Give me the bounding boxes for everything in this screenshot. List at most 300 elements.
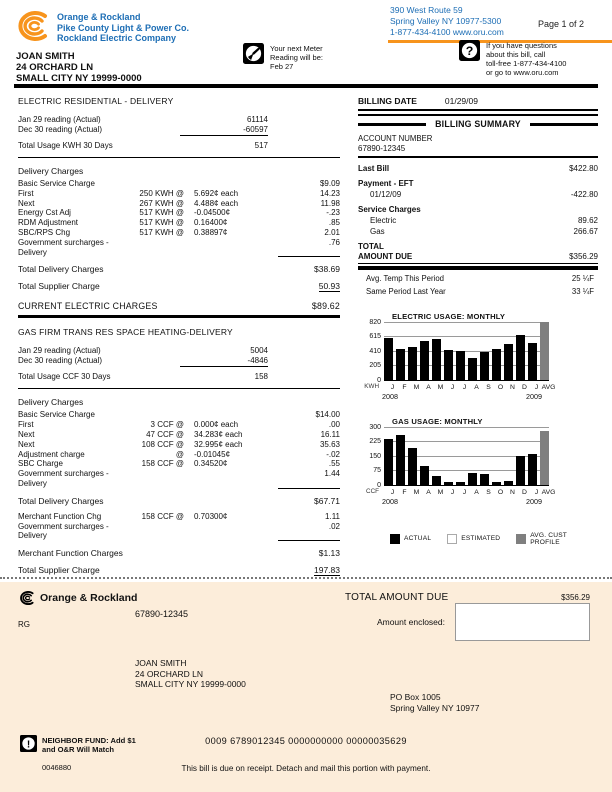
chart-title: ELECTRIC USAGE: MONTHLY	[392, 311, 506, 321]
amount-due-value: $356.29	[569, 252, 598, 261]
form-code: 0046880	[42, 763, 72, 772]
amount-enclosed-box[interactable]	[455, 603, 590, 641]
meter-reading-row	[18, 115, 340, 125]
x-tick-label: A	[474, 488, 479, 496]
remit-address	[390, 692, 479, 714]
chart-x-axis	[388, 489, 598, 496]
stub-brand	[18, 590, 137, 606]
legend-item	[516, 532, 598, 546]
electric-charge-items	[18, 179, 340, 257]
amount-due-label: AMOUNT DUE	[358, 252, 413, 261]
total-label: Total Supplier Charge	[18, 565, 100, 576]
meter-reading-row	[18, 356, 340, 367]
section-total-amount: $89.62	[311, 301, 340, 312]
payment-amount: -422.80	[570, 190, 598, 199]
svg-text:?: ?	[465, 43, 474, 58]
charge-row	[18, 459, 340, 469]
stub-customer-city: SMALL CITY NY 19999-0000	[135, 679, 246, 689]
usage-bar	[480, 474, 489, 485]
x-tick-label: AVG	[541, 488, 556, 496]
remit-line: Spring Valley NY 10977	[390, 703, 480, 713]
usage-label: Total Usage CCF 30 Days	[18, 372, 111, 382]
service-label: Gas	[370, 227, 385, 236]
y-tick-label: 0	[377, 376, 381, 384]
legend-item	[390, 534, 431, 544]
x-tick-label: J	[390, 488, 395, 496]
electric-section-title: ELECTRIC RESIDENTIAL - DELIVERY	[18, 96, 174, 106]
usage-bar	[408, 448, 417, 485]
company-address-line: 390 West Route 59	[390, 5, 463, 15]
bill-header	[0, 0, 612, 92]
chart-y-axis	[358, 423, 384, 495]
customer-address	[16, 51, 142, 84]
charge-amount: $14.00	[315, 410, 340, 420]
meter-note-line: Reading will be:	[270, 53, 323, 62]
charge-rate: -0.04500¢	[194, 208, 231, 218]
service-charges-heading-row	[358, 205, 598, 214]
gas-usage-chart	[358, 417, 598, 506]
charge-rate: 0.70300¢	[194, 511, 228, 521]
charge-row	[18, 430, 340, 440]
x-tick-label: J	[462, 383, 467, 391]
delivery-charges-heading: Delivery Charges	[18, 397, 84, 408]
heading-bar	[358, 123, 426, 126]
charge-rate	[184, 238, 278, 258]
charge-amount: .55	[328, 459, 340, 469]
y-tick-label: 410	[369, 347, 381, 355]
company-address-line: 1-877-434-4100 www.oru.com	[390, 27, 504, 37]
payment-stub	[0, 582, 612, 792]
usage-bar	[432, 476, 441, 485]
usage-value: 158	[254, 372, 268, 382]
charge-rate: -0.01045¢	[194, 449, 231, 459]
gas-total-delivery-row	[18, 496, 340, 506]
charge-label: Government surcharges - Delivery	[18, 521, 109, 541]
gas-readings	[18, 346, 340, 367]
chart-year-labels	[358, 392, 598, 401]
charge-row	[18, 469, 340, 489]
charge-row	[18, 522, 340, 542]
estimated-swatch	[447, 534, 457, 544]
meter-gauge-icon	[243, 43, 264, 64]
billing-date-value: 01/29/09	[444, 96, 478, 106]
x-tick-label: A	[426, 488, 431, 496]
charge-amount: 16.11	[320, 429, 340, 439]
y-axis-unit-label: KWH	[364, 382, 379, 390]
meter-note-text	[270, 43, 323, 71]
charge-row	[18, 420, 340, 430]
svg-text:!: !	[26, 739, 31, 751]
billing-summary-column	[358, 96, 598, 546]
x-tick-label: M	[413, 488, 420, 496]
usage-bar	[408, 347, 417, 380]
usage-bar	[468, 358, 477, 380]
charge-row	[18, 450, 340, 460]
charge-row	[18, 208, 340, 218]
stub-total-due-label: TOTAL AMOUNT DUE	[345, 592, 449, 603]
chart-y-axis	[358, 318, 384, 390]
account-number-label: ACCOUNT NUMBER	[358, 134, 433, 143]
avg-profile-bar	[540, 431, 549, 485]
stub-total-due-amount: $356.29	[561, 593, 590, 602]
gridline	[384, 322, 549, 323]
usage-bar	[504, 344, 513, 380]
charge-rate	[184, 410, 278, 420]
usage-bar	[528, 454, 537, 485]
billing-date-label: BILLING DATE	[358, 96, 417, 106]
charge-row	[18, 228, 340, 238]
neighbor-fund-line: NEIGHBOR FUND: Add $1	[42, 736, 136, 745]
charge-quantity	[120, 469, 184, 489]
stub-code: RG	[18, 620, 30, 629]
gas-section	[18, 327, 340, 602]
charge-quantity: 517 KWH @	[139, 208, 184, 218]
x-tick-label: AVG	[541, 383, 556, 391]
electric-section	[18, 96, 340, 318]
y-tick-label: 225	[369, 438, 381, 445]
charge-label: Adjustment charge	[18, 449, 85, 459]
x-tick-label: D	[522, 488, 527, 496]
stub-customer-name: JOAN SMITH	[135, 658, 187, 668]
x-tick-label: F	[402, 488, 407, 496]
charge-amount: 1.11	[325, 511, 340, 521]
charge-rate: 4.488¢ each	[194, 198, 239, 208]
detach-note: This bill is due on receipt. Detach and mail this portion with payment.	[181, 764, 431, 773]
x-tick-label: J	[462, 488, 467, 496]
charges-column	[18, 96, 340, 611]
reading-value: -4846	[180, 356, 268, 367]
charge-amount: .00	[328, 420, 340, 430]
x-tick-label: A	[426, 383, 431, 391]
perforation-line	[0, 577, 612, 579]
charge-label: Government surcharges - Delivery	[18, 469, 109, 488]
stub-account-number: 67890-12345	[135, 609, 189, 619]
charge-quantity: 250 KWH @	[139, 188, 184, 198]
divider	[18, 157, 340, 158]
section-divider	[18, 315, 340, 318]
last-bill-row	[358, 164, 598, 173]
reading-label: Dec 30 reading (Actual)	[18, 356, 103, 366]
gridline	[384, 441, 549, 442]
usage-bar	[492, 349, 501, 380]
charge-quantity: 158 CCF @	[141, 459, 184, 469]
chart-title: GAS USAGE: MONTHLY	[392, 416, 483, 426]
charge-rate: 34.283¢ each	[194, 429, 243, 439]
x-tick-label: D	[522, 383, 527, 391]
payment-detail-row	[358, 190, 598, 199]
x-tick-label: M	[437, 488, 444, 496]
legend-item	[447, 534, 500, 544]
x-tick-label: A	[474, 383, 479, 391]
payment-label: Payment - EFT	[358, 179, 414, 188]
charge-rate: 0.34520¢	[194, 459, 228, 469]
question-mark-icon	[459, 40, 480, 61]
y-tick-label: 615	[369, 333, 381, 340]
usage-bar	[444, 350, 453, 380]
gas-section-title: GAS FIRM TRANS RES SPACE HEATING-DELIVERY	[18, 327, 233, 338]
y-tick-label: 0	[377, 481, 381, 489]
brand-line: Orange & Rockland	[57, 12, 141, 22]
chart-plot-area	[384, 428, 549, 486]
legend-label: ESTIMATED	[461, 535, 501, 542]
billing-date-row	[358, 96, 598, 106]
total-label: Total Delivery Charges	[18, 495, 104, 506]
merchant-function-charges-row	[18, 548, 340, 558]
amount-due-row	[358, 252, 598, 264]
charge-label: First	[18, 188, 34, 198]
charge-quantity	[120, 179, 184, 189]
x-tick-label: M	[437, 383, 444, 391]
gas-total-supplier-row	[18, 565, 340, 576]
actual-swatch	[390, 534, 400, 544]
questions-note-line: If you have questions	[486, 41, 557, 50]
avg-profile-bar	[540, 322, 549, 380]
meter-reading-row	[18, 346, 340, 356]
electric-total-supplier-row	[18, 281, 340, 292]
charge-amount: $9.09	[319, 179, 340, 188]
payment-row	[358, 179, 598, 188]
charge-row	[18, 410, 340, 420]
charge-rate: 0.000¢ each	[194, 420, 239, 430]
reading-value: 61114	[246, 115, 268, 124]
charge-amount: -.02	[326, 449, 340, 459]
charge-label: SBC/RPS Chg	[18, 227, 71, 237]
charge-label: Energy Cst Adj	[18, 208, 71, 218]
charge-row	[18, 512, 340, 522]
brand-line: Pike County Light & Power Co.	[57, 22, 190, 33]
current-electric-charges-row	[18, 301, 340, 311]
charge-quantity: 108 CCF @	[141, 439, 184, 449]
oru-logo-icon	[14, 9, 50, 43]
charge-row	[18, 218, 340, 228]
charge-label: Next	[18, 439, 35, 449]
charge-label: SBC Charge	[18, 459, 63, 469]
charge-quantity	[120, 238, 184, 258]
usage-bar	[456, 351, 465, 380]
usage-bar	[528, 343, 537, 380]
year-label: 2008	[382, 496, 398, 506]
charge-amount: .85	[328, 218, 340, 228]
usage-bar	[468, 473, 477, 485]
charge-amount: 1.44	[278, 469, 340, 489]
x-tick-label: F	[402, 383, 407, 391]
billing-summary-heading	[358, 119, 598, 129]
remit-line: PO Box 1005	[390, 692, 441, 702]
charge-amount: 14.23	[319, 188, 340, 198]
charge-amount: 11.98	[320, 198, 340, 208]
charge-row	[18, 238, 340, 258]
total-label: Merchant Function Charges	[18, 548, 123, 559]
x-tick-label: J	[450, 383, 455, 391]
x-tick-label: O	[497, 383, 504, 391]
stub-customer-address	[135, 658, 246, 690]
x-tick-label: J	[390, 383, 395, 391]
divider	[18, 388, 340, 389]
temp-value: 25 ¼F	[571, 273, 594, 283]
charge-label: Next	[18, 198, 35, 208]
payment-date: 01/12/09	[370, 190, 402, 199]
usage-bar	[420, 341, 429, 380]
x-tick-label: O	[497, 488, 504, 496]
questions-note-line: or go to www.oru.com	[486, 68, 559, 77]
charge-row	[18, 440, 340, 450]
total-heading-row	[358, 242, 598, 251]
next-meter-reading-note	[243, 43, 323, 71]
last-bill-label: Last Bill	[358, 164, 390, 173]
charge-quantity: 158 CCF @	[141, 511, 184, 521]
usage-bar	[432, 339, 441, 380]
charge-label: Basic Service Charge	[18, 179, 95, 188]
usage-bar	[384, 439, 393, 485]
usage-bar	[384, 338, 393, 380]
year-label: 2009	[526, 496, 542, 506]
charge-label: RDM Adjustment	[18, 218, 79, 228]
usage-bar	[516, 456, 525, 485]
charge-label: Government surcharges - Delivery	[18, 237, 109, 257]
last-bill-amount: $422.80	[569, 164, 598, 173]
charge-quantity: @	[175, 449, 184, 459]
meter-note-line: Your next Meter	[270, 44, 323, 53]
x-tick-label: S	[486, 383, 491, 391]
charge-label: Next	[18, 429, 35, 439]
heading-bar	[530, 123, 598, 126]
charge-quantity	[120, 410, 184, 420]
billing-summary-title: BILLING SUMMARY	[435, 119, 521, 129]
charge-amount: -.23	[326, 208, 340, 218]
total-label: Total Supplier Charge	[18, 281, 100, 292]
stub-customer-street: 24 ORCHARD LN	[135, 668, 204, 679]
avg-swatch	[516, 534, 526, 544]
company-address-line: Spring Valley NY 10977-5300	[390, 16, 502, 26]
total-amount: $38.69	[314, 264, 340, 275]
reading-value: 5004	[250, 346, 268, 356]
y-tick-label: 75	[373, 467, 381, 474]
gas-merchant-items	[18, 512, 340, 541]
chart-x-axis	[388, 384, 598, 391]
usage-bar	[396, 349, 405, 380]
brand-line: Rockland Electric Company	[57, 33, 177, 43]
temp-label: Same Period Last Year	[366, 286, 446, 296]
account-number-value: 67890-12345	[358, 144, 406, 153]
y-tick-label: 820	[369, 318, 381, 326]
reading-value: -60597	[180, 125, 268, 136]
x-tick-label: S	[486, 488, 491, 496]
charge-rate: 32.995¢ each	[194, 439, 243, 449]
charge-label: Merchant Function Chg	[18, 511, 102, 521]
charge-amount: 35.63	[319, 439, 340, 449]
x-tick-label: N	[510, 383, 515, 391]
divider	[358, 266, 598, 270]
temp-value: 33 ¼F	[571, 286, 594, 296]
charge-label: First	[18, 420, 34, 430]
section-total-label: CURRENT ELECTRIC CHARGES	[18, 301, 158, 312]
y-tick-label: 150	[369, 452, 381, 460]
service-label: Electric	[370, 216, 397, 225]
delivery-charges-heading: Delivery Charges	[18, 166, 84, 176]
total-amount: $67.71	[314, 495, 340, 506]
customer-street: 24 ORCHARD LN	[16, 62, 94, 73]
payment-scanline: 0009 6789012345 0000000000 00000035629	[205, 736, 407, 746]
usage-bar	[492, 482, 501, 485]
total-label: Total Delivery Charges	[18, 264, 104, 275]
x-tick-label: J	[534, 383, 539, 391]
charge-rate	[184, 522, 278, 542]
temp-label: Avg. Temp This Period	[366, 273, 445, 283]
meter-note-line: Feb 27	[270, 62, 294, 71]
x-tick-label: J	[450, 488, 455, 496]
usage-bar	[420, 466, 429, 485]
charge-quantity: 517 KWH @	[139, 218, 184, 228]
y-tick-label: 300	[369, 423, 381, 431]
questions-note-line: about this bill, call	[486, 50, 546, 59]
chart-year-labels	[358, 497, 598, 506]
charge-row	[18, 179, 340, 189]
electric-usage-chart	[358, 312, 598, 401]
service-amount: 266.67	[573, 227, 598, 236]
questions-note-line: toll-free 1-877-434-4100	[486, 59, 567, 68]
y-axis-unit-label: CCF	[366, 487, 379, 495]
charge-row	[18, 199, 340, 209]
chart-legend	[390, 532, 598, 546]
legend-label: AVG. CUST PROFILE	[530, 531, 567, 546]
charge-rate: 0.38897¢	[194, 227, 228, 237]
service-charges-label: Service Charges	[358, 205, 421, 214]
double-divider	[358, 109, 598, 116]
chart-plot-area	[384, 323, 549, 381]
year-label: 2009	[526, 391, 542, 401]
electric-total-delivery-row	[18, 264, 340, 274]
amount-enclosed-label: Amount enclosed:	[376, 617, 445, 627]
total-amount: 50.93	[318, 281, 340, 292]
charge-quantity: 267 KWH @	[139, 198, 184, 208]
page-number-label: Page 1 of 2	[538, 19, 585, 29]
x-tick-label: N	[510, 488, 515, 496]
charge-amount: 2.01	[324, 227, 340, 237]
avg-temp-row	[358, 274, 598, 283]
charge-rate	[184, 469, 278, 489]
meter-reading-row	[18, 125, 340, 136]
electric-readings	[18, 115, 340, 136]
service-charge-row	[358, 216, 598, 225]
charge-quantity: 47 CCF @	[146, 429, 184, 439]
usage-label: Total Usage KWH 30 Days	[18, 141, 113, 150]
electric-usage-row	[18, 141, 340, 151]
divider	[358, 156, 598, 158]
charge-amount: .02	[278, 522, 340, 542]
charge-rate	[184, 179, 278, 189]
charge-amount: .76	[278, 238, 340, 258]
total-label: TOTAL	[358, 242, 384, 251]
service-amount: 89.62	[577, 216, 598, 225]
brand-name-lines	[57, 9, 189, 44]
reading-label: Dec 30 reading (Actual)	[18, 125, 103, 134]
charge-row	[18, 189, 340, 199]
usage-bar	[480, 352, 489, 380]
last-year-temp-row	[358, 287, 598, 296]
usage-bar	[444, 482, 453, 485]
charge-label: Basic Service Charge	[18, 410, 95, 420]
charge-quantity	[120, 522, 184, 542]
total-amount: $1.13	[318, 548, 340, 559]
questions-note	[459, 40, 566, 77]
usage-value: 517	[254, 141, 268, 150]
oru-logo-icon-black	[18, 590, 35, 606]
charge-rate: 5.692¢ each	[194, 188, 239, 198]
stub-brand-name: Orange & Rockland	[40, 592, 138, 604]
usage-bar	[456, 482, 465, 485]
company-address	[390, 5, 504, 38]
customer-city: SMALL CITY NY 19999-0000	[16, 73, 142, 84]
